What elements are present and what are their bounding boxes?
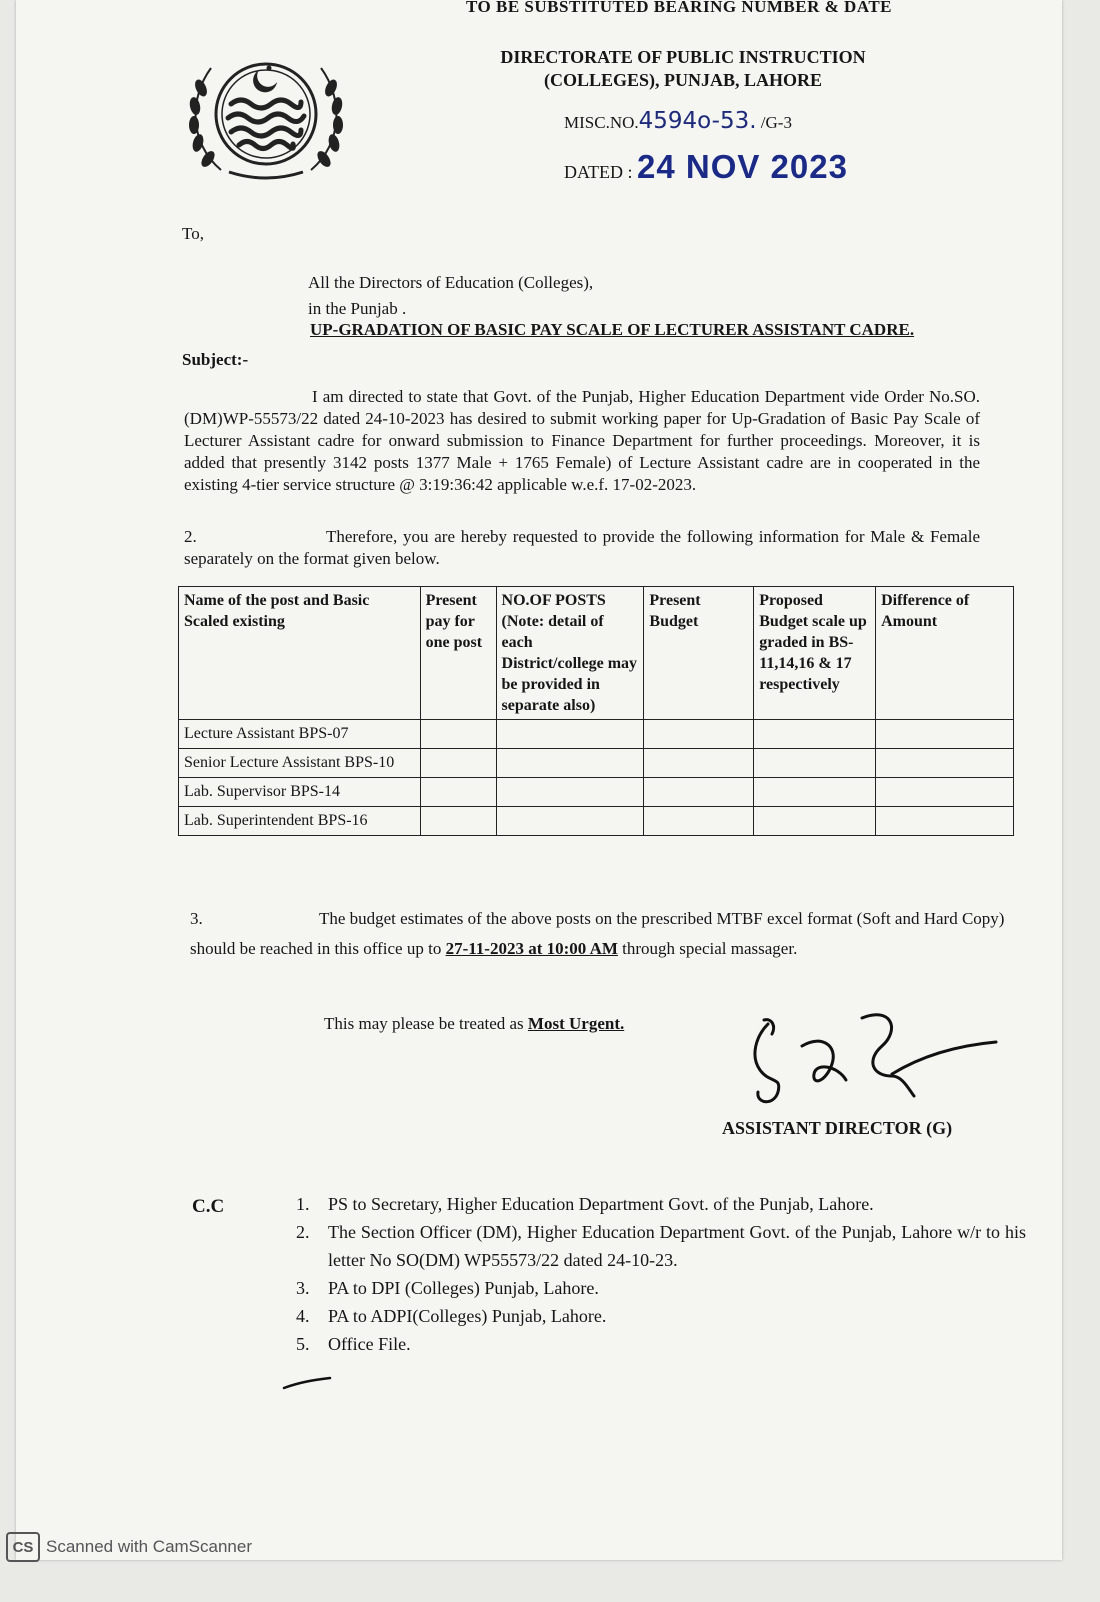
list-item [296,1218,1026,1274]
list-item-number: 5. [296,1334,310,1354]
misc-label: MISC.NO. [564,113,639,132]
empty-cell [876,778,1014,807]
to-label: To, [182,224,204,243]
paragraph-1: I am directed to state that Govt. of the Punjab, Higher Education Department vide Order No.SO.(DM)WP-55573/22 dated 24-10-2023 has desired to submit working paper for Up-Gradation of Basic Pay Scale of Lecturer Assistant cadre for onward submission to Finance Department for further proceedings. Moreover, it is added that presently 3142 posts 1377 Male + 1765 Female) of Lecture Assistant cadre are in cooperated in the existing 4-tier service structure @ 3:19:36:42 applicable w.e.f. 17-02-2023. [184,387,980,494]
empty-cell [496,807,644,836]
empty-cell [644,720,754,749]
list-item-text: PA to ADPI(Colleges) Punjab, Lahore. [328,1306,607,1326]
office-line-1: DIRECTORATE OF PUBLIC INSTRUCTION [500,47,866,67]
empty-cell [876,720,1014,749]
addressee [308,270,593,322]
dated-label: DATED : [564,162,633,182]
empty-cell [754,720,876,749]
list-item-number: 3. [296,1278,310,1298]
urgency-note [324,1014,624,1034]
camscanner-logo-icon: CS [6,1532,40,1562]
header-present-budget: Present Budget [644,587,754,720]
office-line-2: (COLLEGES), PUNJAB, LAHORE [543,70,823,90]
empty-cell [420,807,496,836]
post-name-cell: Lab. Superintendent BPS-16 [179,807,421,836]
cc-label: C.C [192,1196,225,1217]
empty-cell [754,807,876,836]
paragraph-3-text-end: through special massager. [622,939,798,958]
post-name-cell: Senior Lecture Assistant BPS-10 [179,749,421,778]
addressee-line-2: in the Punjab . [308,299,407,318]
signature-icon [742,1006,1002,1116]
empty-cell [644,778,754,807]
scanner-watermark [6,1532,252,1562]
list-item [296,1302,1026,1330]
list-item-text: The Section Officer (DM), Higher Education Department Govt. of the Punjab, Lahore w/r to his letter No SO(DM) WP55573/22 dated 24-10-23. [328,1222,1026,1270]
top-banner: TO BE SUBSTITUTED BEARING NUMBER & DATE [466,0,893,16]
header-post-name: Name of the post and Basic Scaled existing [179,587,421,720]
misc-number-line [564,108,792,134]
paragraph-3-text: The budget estimates of the above posts on the prescribed MTBF excel format (Soft and Hard Copy) should be reached in this office up to [190,909,1005,958]
paragraph-2 [184,526,980,570]
paragraph-2-text: Therefore, you are hereby requested to provide the following information for Male & Female separately on the format given below. [184,527,980,568]
header-difference-amount: Difference of Amount [876,587,1014,720]
subject-label: Subject:- [182,350,249,369]
issuing-office [488,46,878,92]
empty-cell [754,778,876,807]
empty-cell [420,749,496,778]
empty-cell [420,778,496,807]
deadline: 27-11-2023 at 10:00 AM [445,939,618,958]
list-item [296,1190,1026,1218]
header-number-of-posts: NO.OF POSTS (Note: detail of each District/college may be provided in separate also) [496,587,644,720]
empty-cell [496,749,644,778]
misc-suffix: /G-3 [760,113,792,132]
table-row [179,807,1014,836]
table-header-row [179,587,1014,720]
misc-number-handwritten: 4594o-53. [638,108,757,134]
paragraph-3-number: 3. [190,909,203,928]
list-item [296,1274,1026,1302]
header-proposed-budget: Proposed Budget scale up graded in BS-11,14,16 & 17 respectively [754,587,876,720]
table-row [179,749,1014,778]
list-item-text: PA to DPI (Colleges) Punjab, Lahore. [328,1278,599,1298]
addressee-line-1: All the Directors of Education (Colleges), [308,273,594,292]
list-item [296,1330,1026,1358]
table-row [179,778,1014,807]
list-item-number: 4. [296,1306,310,1326]
cc-list [296,1190,1026,1358]
subject-text: UP-GRADATION OF BASIC PAY SCALE OF LECTURER ASSISTANT CADRE. [310,320,915,339]
list-item-text: Office File. [328,1334,411,1354]
handwritten-strike-mark-icon [282,1376,332,1390]
empty-cell [876,749,1014,778]
header-present-pay: Present pay for one post [420,587,496,720]
empty-cell [420,720,496,749]
paragraph-3 [190,904,1012,964]
scanner-text: Scanned with CamScanner [46,1537,253,1556]
post-name-cell: Lecture Assistant BPS-07 [179,720,421,749]
document-page [16,0,1062,1560]
dated-line [564,148,848,186]
empty-cell [876,807,1014,836]
empty-cell [644,749,754,778]
empty-cell [644,807,754,836]
list-item-text: PS to Secretary, Higher Education Department Govt. of the Punjab, Lahore. [328,1194,874,1214]
table-row [179,720,1014,749]
most-urgent: Most Urgent. [527,1014,625,1033]
list-item-number: 2. [296,1222,310,1242]
punjab-government-emblem-icon [181,48,351,186]
signatory-designation: ASSISTANT DIRECTOR (G) [722,1118,953,1138]
list-item-number: 1. [296,1194,310,1214]
urgency-text: This may please be treated as [324,1014,524,1033]
post-name-cell: Lab. Supervisor BPS-14 [179,778,421,807]
empty-cell [496,720,644,749]
paragraph-2-number: 2. [184,527,197,546]
empty-cell [754,749,876,778]
empty-cell [496,778,644,807]
date-stamp: 24 NOV 2023 [637,148,848,185]
information-format-table [178,586,1014,836]
